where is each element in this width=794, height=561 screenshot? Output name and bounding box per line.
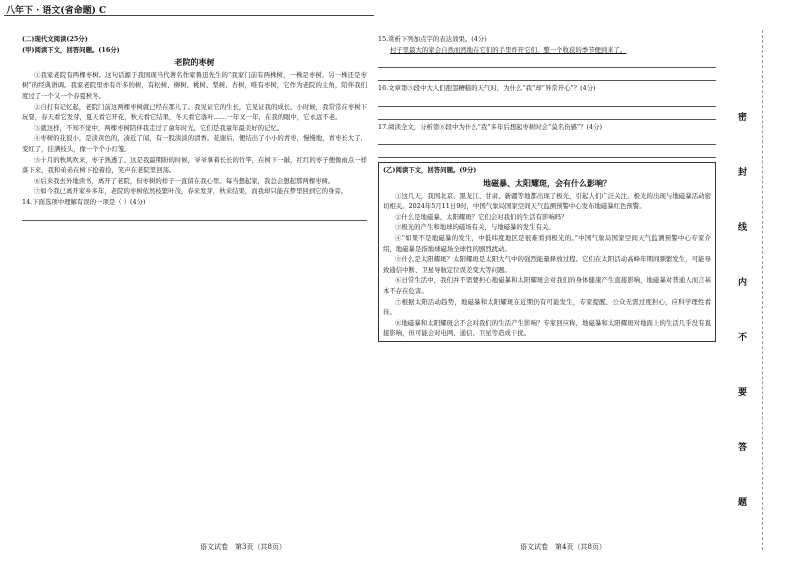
paragraph: ①我家老院有两棵枣树。这句话源于我国现当代著名作家鲁迅先生的“我家门前有两株树，一株是枣树，另一株还是枣树”的经典语调。我家老院里亦有许多的树，有松树、柳树、桃树、梨树、杏树，唯有枣树，它作为老院的主角，陪伴我们度过了一个又一个春夏秋冬。 bbox=[22, 70, 367, 100]
paragraph: ④枣树的花很小，是淡黄色的，凑近了闻，有一股淡淡的清香。花谢后，便结出了小小的青枣，慢慢地，青枣长大了，变红了，挂满枝头，像一个个小灯笼。 bbox=[22, 134, 367, 153]
seal-char: 密 bbox=[738, 113, 748, 123]
page-footer-right: 语文试卷 第4页（共8页） bbox=[520, 543, 606, 551]
reading-passage-box bbox=[378, 162, 716, 342]
seal-char: 内 bbox=[738, 278, 748, 288]
paragraph: ⑤十月的秋风吹来，枣子熟透了。这是我最期盼的时候，爷爷拿着长长的竹竿，在树下一敲，红红的枣子便像雨点一样落下来，我和弟弟在树下抢着捡，笑声在老院里回荡。 bbox=[22, 155, 367, 175]
paragraph: ②什么是地磁暴、太阳耀斑？它们会对我们的生活有影响吗？ bbox=[395, 212, 568, 221]
paragraph: ⑦根据太阳活动趋势，地磁暴和太阳耀斑在近期仍有可能发生，专家提醒，公众无需过度担心，应科学理性看待。 bbox=[383, 297, 711, 317]
seal-char: 题 bbox=[738, 498, 748, 508]
paragraph: ⑧地磁暴和太阳耀斑会不会对我们的生活产生影响？专家回应称，地磁暴和太阳耀斑对地面上的生活几乎没有直接影响，但可能会对电网、通信、卫星等造成干扰。 bbox=[383, 318, 711, 338]
paragraph: ①这几天，我国北京、黑龙江、甘肃、新疆等地都出现了极光，引起人们广泛关注。极光的出现与地磁暴活动密切相关。2024年5月11日9时，中国气象局国家空间天气监测预警中心发布地磁暴红色预警。 bbox=[383, 191, 711, 211]
answer-line[interactable] bbox=[378, 109, 716, 120]
answer-line[interactable] bbox=[378, 134, 716, 145]
paragraph: ⑥日常生活中，我们并不需要担心地磁暴和太阳耀斑会对我们的身体健康产生直接影响，地磁暴对普通人而言基本不存在危害。 bbox=[383, 276, 711, 295]
seal-char: 要 bbox=[738, 388, 748, 398]
paragraph: ④“如果不是地磁暴的发生，中低纬度地区是很难看到极光的。”中国气象局国家空间天气监测预警中心专家介绍，地磁暴是指地球磁场全球性的剧烈扰动。 bbox=[383, 233, 711, 253]
paragraph: ③极光的产生和地球的磁场有关，与地磁暴的发生有关。 bbox=[395, 223, 555, 232]
answer-line[interactable] bbox=[378, 57, 716, 68]
paragraph: ⑥后来我去外地读书，离开了老院，但枣树的样子一直留在我心里。每当想起家，我总会想起那两棵枣树。 bbox=[34, 176, 335, 185]
paragraph: ⑤什么是太阳耀斑？太阳耀斑是太阳大气中的强烈能量释放过程。它们在太阳活动高峰年期间频繁发生，可能导致通信中断、卫星导航定位误差变大等问题。 bbox=[383, 255, 711, 274]
answer-line[interactable] bbox=[378, 96, 716, 107]
seal-line bbox=[762, 30, 763, 550]
exam-header: 八年下 · 语文(省命题) C bbox=[6, 6, 107, 16]
subsection-heading: (甲)阅读下文，回答问题。(16分) bbox=[22, 45, 120, 54]
seal-char: 封 bbox=[738, 168, 748, 178]
paragraph: ②自打有记忆起，老院门前这两棵枣树就已经在那儿了。我见证它的生长，它见证我的成长。小时候，我常常在枣树下玩耍，春天看它发芽，夏天看它开花，秋天看它结果，冬天看它落叶……一年又一年，在我的眼中，它永远不老。 bbox=[22, 102, 367, 122]
paragraph: ⑦如今我已离开家乡多年，老院的枣树依然枝繁叶茂，春来发芽，秋来结果，而我却只能在梦里回到它的身旁。 bbox=[34, 187, 348, 196]
article-title: 老院的枣树 bbox=[174, 57, 215, 68]
seal-notice bbox=[738, 40, 758, 550]
seal-char: 线 bbox=[738, 223, 748, 233]
seal-char: 不 bbox=[738, 333, 748, 343]
answer-line[interactable] bbox=[378, 147, 716, 158]
right-column bbox=[378, 34, 716, 346]
question-17: 17.阅读全文，分析第⑥段中为什么“我”多年后想起枣树时会“莫名伤感”？(4分) bbox=[378, 122, 603, 131]
article-title: 地磁暴、太阳耀斑，会有什么影响？ bbox=[483, 177, 611, 188]
question-15-text: 村子里最大的家会自然而然地在它们的手里炸开它们，整一个收获的季节便到来了。 bbox=[390, 45, 627, 54]
paragraph: ③就这样，不知不觉中，两棵枣树陪伴我走过了童年时光，它们是我童年最美好的记忆。 bbox=[34, 123, 284, 132]
header-rule bbox=[4, 15, 374, 16]
page-footer-left: 语文试卷 第3页（共8页） bbox=[200, 543, 286, 551]
section-heading: (二)现代文阅读(25分) bbox=[22, 35, 88, 43]
answer-line[interactable] bbox=[22, 210, 367, 221]
left-column bbox=[22, 34, 367, 223]
section-heading: (乙)阅读下文，回答问题。(9分) bbox=[383, 166, 477, 175]
question-14: 14.下面选项中理解有误的一项是（ ）(4分) bbox=[22, 197, 146, 206]
answer-line[interactable] bbox=[378, 70, 716, 81]
seal-char: 答 bbox=[738, 443, 748, 453]
question-16: 16.文章第⑤段中大人们抱怨糟糕的天气时，为什么“我”却“异常开心”？(4分) bbox=[378, 84, 596, 93]
question-15: 15.赏析下列加点字的表达效果。(4分) bbox=[378, 35, 487, 43]
